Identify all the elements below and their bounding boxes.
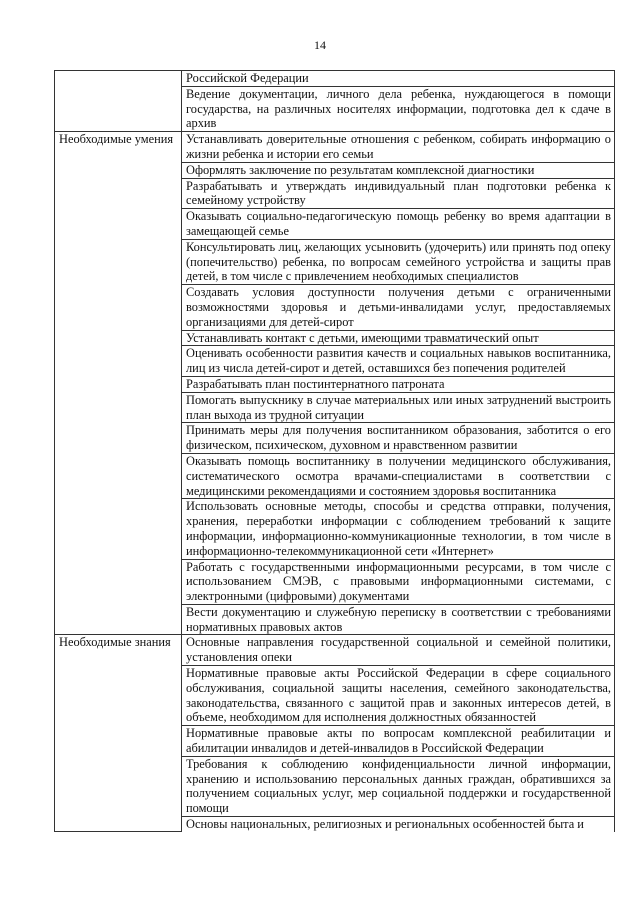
table-cell-item: Ведение документации, личного дела ребенка, нуждающегося в помощи государства, на различных носителях информации, подготовка дел к сдаче в архив	[182, 86, 615, 131]
table-cell-item: Оказывать помощь воспитаннику в получении медицинского обслуживания, систематического осмотра врачами-специалистами в соответствии с медицинскими рекомендациями и состоянием здоровья воспитанника	[182, 453, 615, 498]
section-label	[55, 71, 182, 132]
table-cell-item: Оказывать социально-педагогическую помощь ребенку во время адаптации в замещающей семье	[182, 209, 615, 240]
table-cell-item: Нормативные правовые акты Российской Федерации в сфере социального обслуживания, социальной защиты населения, семейного законодательства, законодательства, связанного с защитой прав и законных интересов детей, в объеме, необходимом для исполнения должностных обязанностей	[182, 666, 615, 726]
table-cell-item: Помогать выпускнику в случае материальных или иных затруднений выстроить план выхода из трудной ситуации	[182, 392, 615, 423]
table-cell-item: Консультировать лиц, желающих усыновить (удочерить) или принять под опеку (попечительство) ребенка, по вопросам семейного устройства и защиты прав детей, в том числе с привлечением необходимых специалистов	[182, 239, 615, 284]
table-cell-item: Основы национальных, религиозных и региональных особенностей быта и	[182, 817, 615, 832]
table-cell-item: Принимать меры для получения воспитанником образования, заботится о его физическом, психическом, духовном и нравственном развитии	[182, 423, 615, 454]
table-body	[55, 71, 615, 832]
table-cell-item: Нормативные правовые акты по вопросам комплексной реабилитации и абилитации инвалидов и детей-инвалидов в Российской Федерации	[182, 726, 615, 757]
section-label: Необходимые знания	[55, 635, 182, 832]
table-cell-item: Оформлять заключение по результатам комплексной диагностики	[182, 162, 615, 178]
table-row	[55, 132, 615, 163]
table-cell-item: Разрабатывать и утверждать индивидуальный план подготовки ребенка к семейному устройству	[182, 178, 615, 209]
table-cell-item: Разрабатывать план постинтернатного патроната	[182, 376, 615, 392]
table-cell-item: Оценивать особенности развития качеств и социальных навыков воспитанника, лиц из числа детей-сирот и детей, оставшихся без попечения родителей	[182, 346, 615, 377]
table-cell-item: Устанавливать контакт с детьми, имеющими травматический опыт	[182, 330, 615, 346]
table-cell-item: Работать с государственными информационными ресурсами, в том числе с использованием СМЭВ, с правовыми информационными системами, с электронными (цифровыми) документами	[182, 559, 615, 604]
section-label: Необходимые умения	[55, 132, 182, 635]
table-cell-item: Вести документацию и служебную переписку в соответствии с требованиями нормативных правовых актов	[182, 604, 615, 635]
table-cell-item: Российской Федерации	[182, 71, 615, 87]
page-number: 14	[314, 38, 326, 52]
table-cell-item: Требования к соблюдению конфиденциальности личной информации, хранению и использованию персональных данных граждан, обратившихся за получением социальных услуг, мер социальной поддержки и государственной помощи	[182, 756, 615, 816]
table-cell-item: Устанавливать доверительные отношения с ребенком, собирать информацию о жизни ребенка и истории его семьи	[182, 132, 615, 163]
table-cell-item: Использовать основные методы, способы и средства отправки, получения, хранения, переработки информации с соблюдением требований к защите информации, информационно-коммуникационные технологии, в том числе в информационно-телекоммуникационной сети «Интернет»	[182, 499, 615, 559]
competency-table	[54, 70, 615, 832]
table-cell-item: Основные направления государственной социальной и семейной политики, установления опеки	[182, 635, 615, 666]
table-cell-item: Создавать условия доступности получения детьми с ограниченными возможностями здоровья и детьми-инвалидами услуг, предоставляемых организациями для детей-сирот	[182, 285, 615, 330]
table-row	[55, 635, 615, 666]
table-row	[55, 71, 615, 87]
